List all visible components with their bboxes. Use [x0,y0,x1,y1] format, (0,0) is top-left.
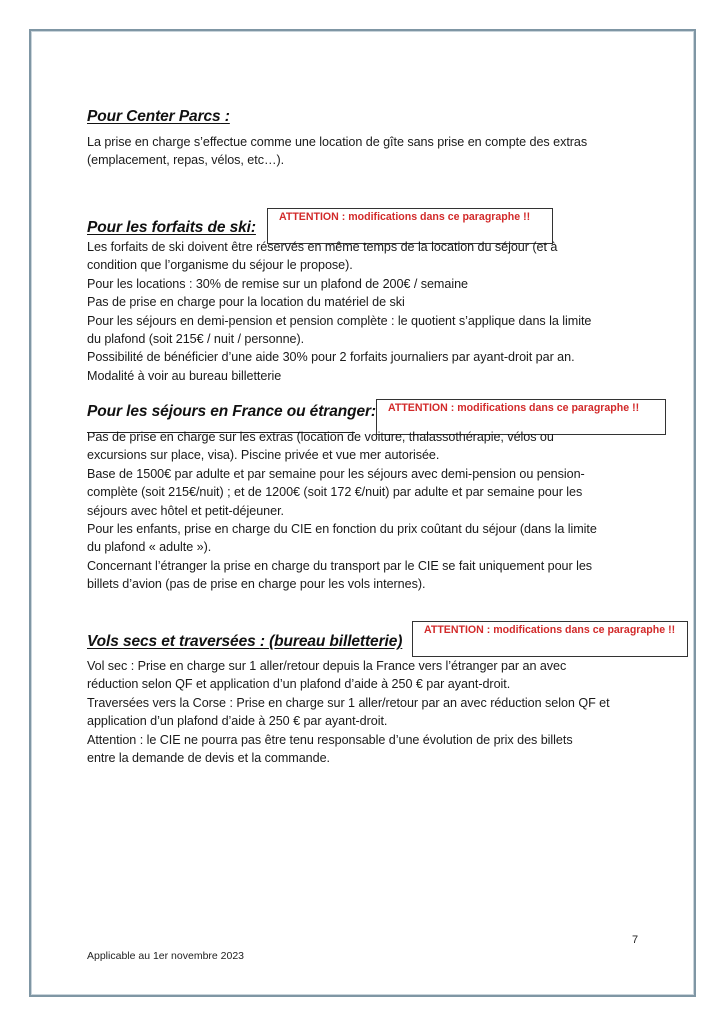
attention-notice-sejours: ATTENTION : modifications dans ce paragraphe !! [376,399,666,435]
footer-applicable-date: Applicable au 1er novembre 2023 [87,950,245,962]
paragraph-sejours: Pas de prise en charge sur les extras (location de voiture, thalassothérapie, vélos ou excursions sur place, visa). Piscine privée et vue mer autorisée. Base de 1500€ par adulte et par semaine pour les séjours avec demi-pension ou pension- complète (soit 215€/nuit) ; et de 1200€ (soit 172 €/nuit) par adulte et par semaine pour les séjours avec hôtel et petit-déjeuner. Pour les enfants, prise en charge du CIE en fonction du prix coûtant du séjour (dans la limite du plafond « adulte »). Concernant l’étranger la prise en charge du transport par le CIE se fait uniquement pour les billets d’avion (pas de prise en charge pour les vols internes). [87,430,597,592]
paragraph-forfaits-ski: Les forfaits de ski doivent être réservés en même temps de la location du séjour (et à condition que l’organisme du séjour le propose). Pour les locations : 30% de remise sur un plafond de 200€ / semaine Pas de prise en charge pour la location du matériel de ski Pour les séjours en demi-pension et pension complète : le quotient s’applique dans la limite du plafond (soit 215€ / nuit / personne). Possibilité de bénéficier d’une aide 30% pour 2 forfaits journaliers par ayant-droit par an. Modalité à voir au bureau billetterie [87,240,592,383]
paragraph-vols-secs: Vol sec : Prise en charge sur 1 aller/retour depuis la France vers l’étranger par an avec réduction selon QF et application d’un plafond d’aide à 250 € par ayant-droit. Traversées vers la Corse : Prise en charge sur 1 aller/retour par an avec réduction selon QF et application d’un plafond d’aide à 250 € par ayant-droit. Attention : le CIE ne pourra pas être tenu responsable d’une évolution de prix des billets entre la demande de devis et la commande. [87,659,610,766]
heading-sejours: Pour les séjours en France ou étranger: [87,403,376,420]
attention-notice-vols: ATTENTION : modifications dans ce paragraphe !! [412,621,688,657]
heading-forfaits-ski: Pour les forfaits de ski: [87,219,256,236]
heading-vols-secs: Vols secs et traversées : (bureau billetterie) [87,633,403,650]
paragraph-center-parcs: La prise en charge s’effectue comme une location de gîte sans prise en compte des extras (emplacement, repas, vélos, etc…). [87,135,588,168]
heading-center-parcs: Pour Center Parcs : [87,108,230,125]
page-number: 7 [632,934,639,946]
attention-notice-ski: ATTENTION : modifications dans ce paragraphe !! [267,208,553,244]
